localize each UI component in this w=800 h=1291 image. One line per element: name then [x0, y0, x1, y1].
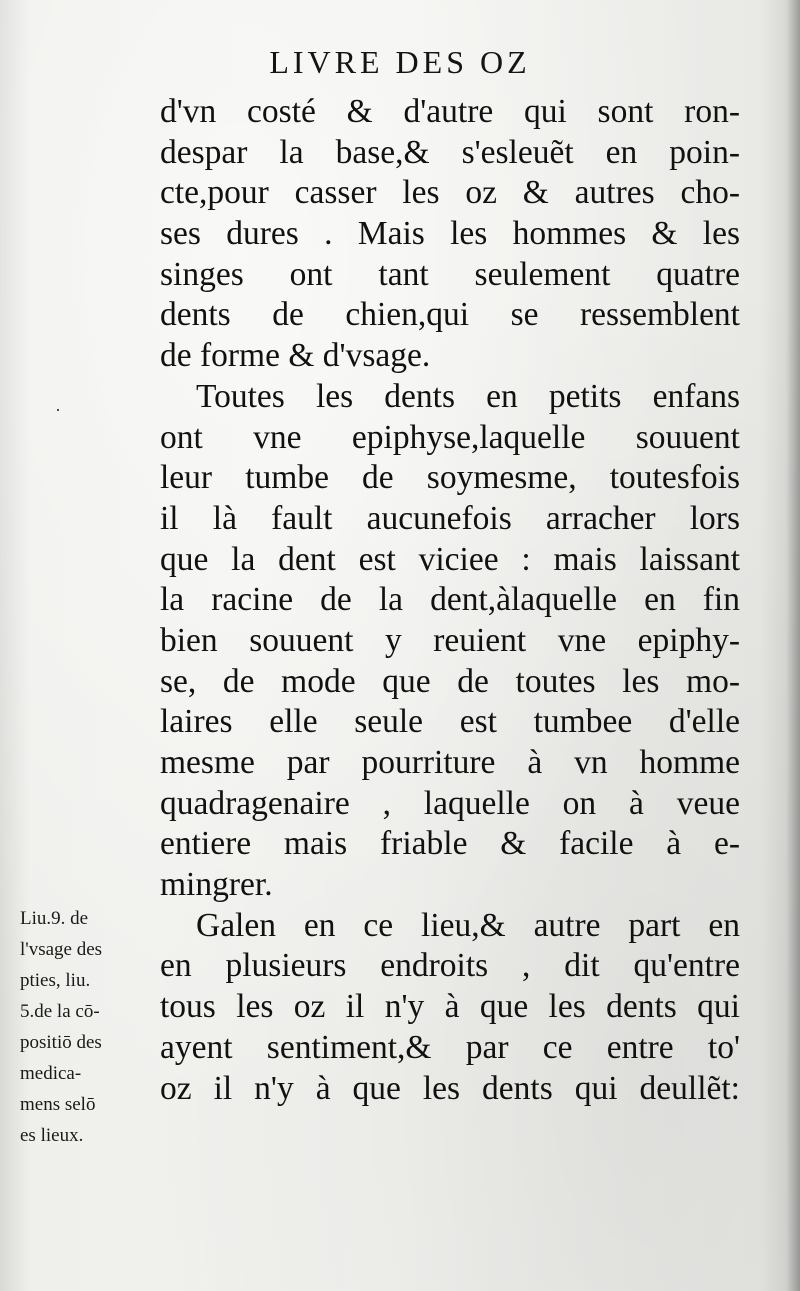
- margin-note-line: mens selō: [20, 1094, 96, 1115]
- margin-note-line: positiō des: [20, 1032, 102, 1053]
- margin-note-line: es lieux.: [20, 1125, 84, 1146]
- text-line: que la dent est viciee : mais laissant: [160, 540, 740, 578]
- margin-note-line: l'vsage des: [20, 939, 103, 960]
- text-line: mingrer.: [160, 866, 273, 904]
- paragraph-start-line: Toutes les dents en petits enfans: [196, 377, 740, 415]
- text-line: ayent sentiment,& par ce entre to': [160, 1028, 740, 1066]
- text-line: bien souuent y reuient vne epiphy-: [160, 621, 740, 659]
- text-line: ses dures . Mais les hommes & les: [160, 215, 740, 253]
- paragraph-start-line: Galen en ce lieu,& autre part en: [196, 906, 740, 944]
- margin-note-line: medica-: [20, 1063, 82, 1084]
- text-line: en plusieurs endroits , dit qu'entre: [160, 947, 740, 985]
- text-line: il là fault aucunefois arracher lors: [160, 499, 740, 537]
- text-line: laires elle seule est tumbee d'elle: [160, 703, 740, 741]
- text-line: despar la base,& s'esleuẽt en poin-: [160, 133, 740, 171]
- text-line: quadragenaire , laquelle on à veue: [160, 784, 740, 822]
- page-edge-shadow: [786, 0, 800, 1291]
- text-line: entiere mais friable & facile à e-: [160, 825, 740, 863]
- text-line: d'vn costé & d'autre qui sont ron-: [160, 93, 740, 130]
- text-line: leur tumbe de soymesme, toutesfois: [160, 459, 740, 497]
- margin-note-line: Liu.9. de: [20, 908, 89, 929]
- margin-note-line: pties, liu.: [20, 970, 91, 991]
- marginal-note: [20, 903, 155, 1151]
- text-line: de forme & d'vsage.: [160, 337, 431, 375]
- running-title: LIVRE DES OZ: [269, 44, 531, 80]
- text-line: tous les oz il n'y à que les dents qui: [160, 988, 740, 1026]
- text-line: oz il n'y à que les dents qui deullẽt:: [160, 1069, 740, 1107]
- text-line: se, de mode que de toutes les mo-: [160, 662, 740, 700]
- main-text-block: [160, 92, 740, 1109]
- text-line: la racine de la dent,àlaquelle en fin: [160, 581, 740, 619]
- text-line: cte,pour casser les oz & autres cho-: [160, 174, 740, 212]
- text-line: mesme par pourriture à vn homme: [160, 744, 740, 781]
- text-line: ont vne epiphyse,laquelle souuent: [160, 418, 740, 456]
- margin-tick: ·: [55, 400, 61, 420]
- margin-note-line: 5.de la cō-: [20, 1001, 100, 1022]
- text-line: singes ont tant seulement quatre: [160, 255, 740, 293]
- text-line: dents de chien,qui se ressemblent: [160, 296, 740, 334]
